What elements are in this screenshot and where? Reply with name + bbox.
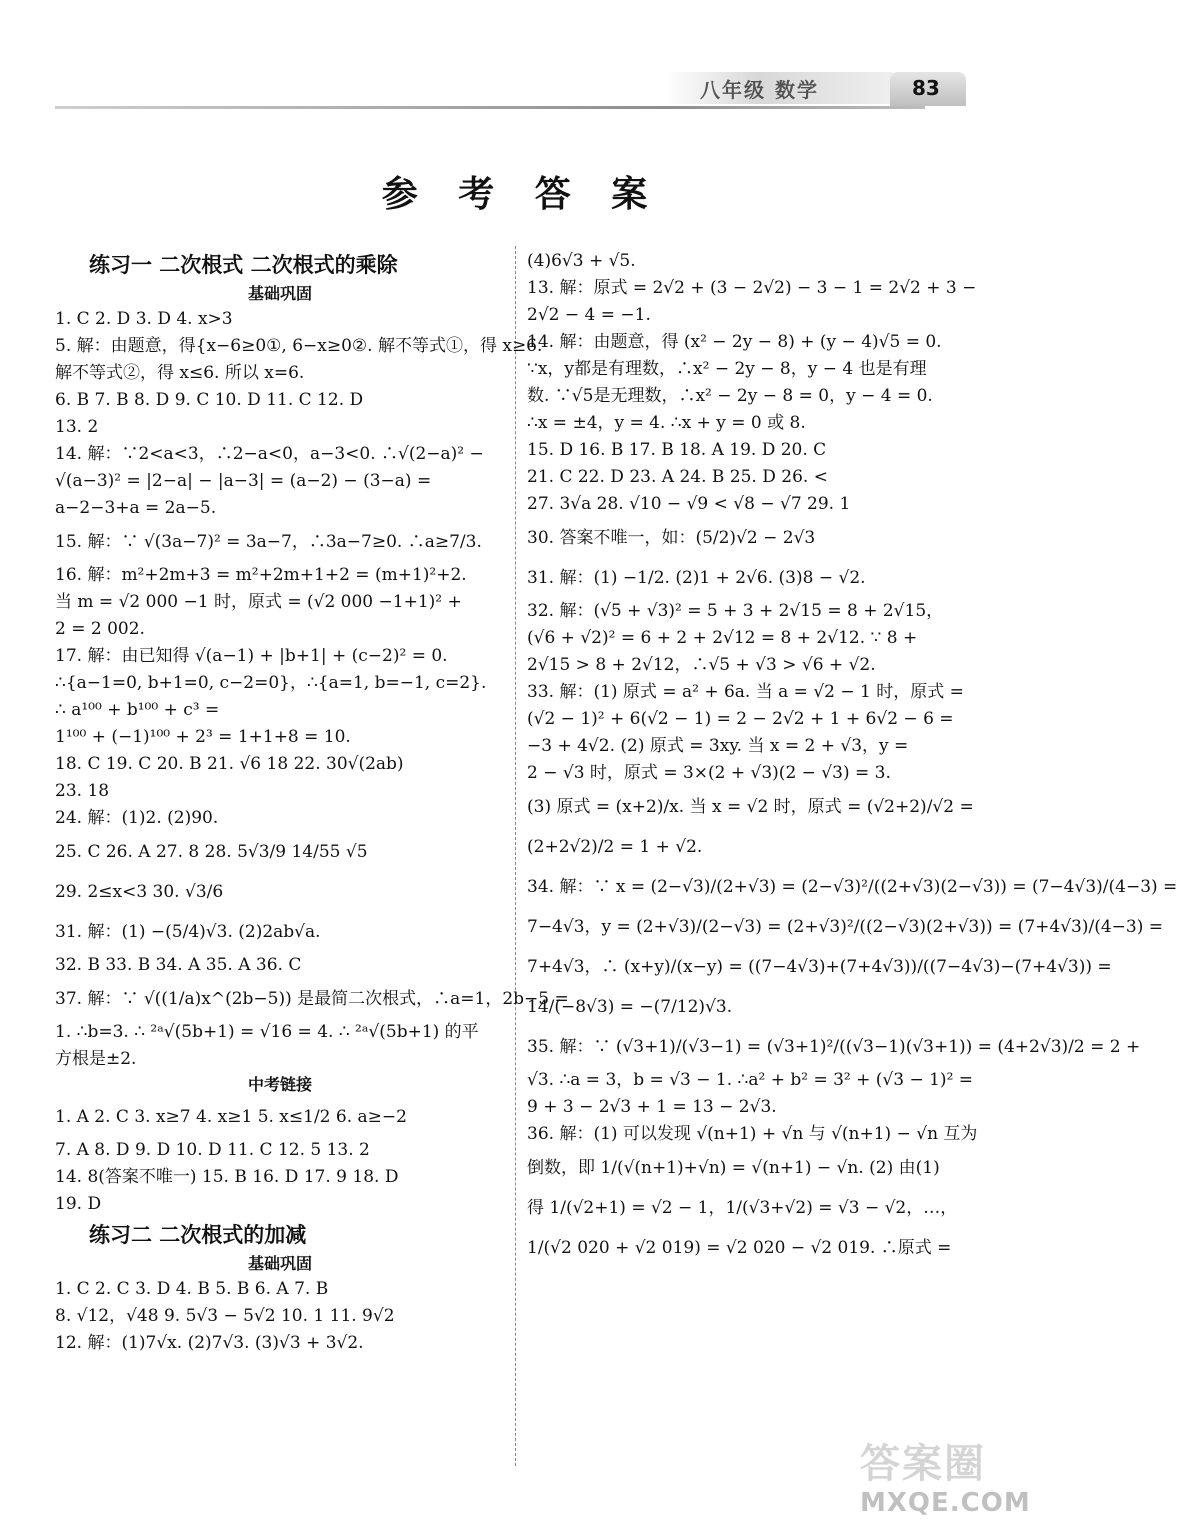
- answer-line: 8. √12，√48 9. 5√3 − 5√2 10. 1 11. 9√2: [55, 1306, 395, 1326]
- answer-line: 13. 2: [55, 417, 99, 437]
- answer-line: (2+2√2)/2 = 1 + √2.: [527, 837, 703, 857]
- answer-line: 27. 3√a 28. √10 − √9 < √8 − √7 29. 1: [527, 494, 851, 514]
- answer-line: 25. C 26. A 27. 8 28. 5√3/9 14/55 √5: [55, 842, 368, 862]
- answer-line: 2 − √3 时，原式 = 3×(2 + √3)(2 − √3) = 3.: [527, 763, 891, 783]
- answer-line: 1. A 2. C 3. x≥7 4. x≥1 5. x≤1/2 6. a≥−2: [55, 1107, 407, 1127]
- answer-line: 33. 解：(1) 原式 = a² + 6a. 当 a = √2 − 1 时，原式 =: [527, 682, 964, 702]
- answer-line: 6. B 7. B 8. D 9. C 10. D 11. C 12. D: [55, 390, 364, 410]
- section-title: 练习一 二次根式 二次根式的乘除: [89, 253, 398, 277]
- answer-line: (√2 − 1)² + 6(√2 − 1) = 2 − 2√2 + 1 + 6√2 − 6 =: [527, 709, 954, 729]
- subsection-title: 基础巩固: [247, 284, 312, 303]
- answer-line: 35. 解：∵ (√3+1)/(√3−1) = (√3+1)²/((√3−1)(√3+1)) = (4+2√3)/2 = 2 +: [527, 1037, 1141, 1057]
- answer-line: 1. C 2. D 3. D 4. x>3: [55, 309, 233, 329]
- watermark-brand: 答案圈: [860, 1441, 986, 1487]
- header-rule: [55, 106, 925, 109]
- answer-line: (3) 原式 = (x+2)/x. 当 x = √2 时，原式 = (√2+2)/√2 =: [527, 797, 974, 817]
- left-answer-column: [55, 248, 569, 1357]
- answer-line: 2 = 2 002.: [55, 619, 145, 639]
- page-number: 83: [912, 76, 940, 100]
- answer-line: 7. A 8. D 9. D 10. D 11. C 12. 5 13. 2: [55, 1140, 370, 1160]
- answer-line: 37. 解：∵ √((1/a)x^(2b−5)) 是最简二次根式，∴a=1，2b−5 =: [55, 989, 569, 1009]
- answer-line: 12. 解：(1)7√x. (2)7√3. (3)√3 + 3√2.: [55, 1333, 364, 1353]
- answer-line: 32. B 33. B 34. A 35. A 36. C: [55, 955, 302, 975]
- answer-line: ∵x，y都是有理数，∴x² − 2y − 8，y − 4 也是有理: [527, 359, 927, 379]
- answer-line: 32. 解：(√5 + √3)² = 5 + 3 + 2√15 = 8 + 2√15，: [527, 601, 944, 621]
- answer-line: 15. 解：∵ √(3a−7)² = 3a−7，∴3a−7≥0. ∴a≥7/3.: [55, 532, 482, 552]
- answer-line: 31. 解：(1) −1/2. (2)1 + 2√6. (3)8 − √2.: [527, 568, 866, 588]
- answer-line: 31. 解：(1) −(5/4)√3. (2)2ab√a.: [55, 922, 321, 942]
- answer-line: 解不等式②，得 x≤6. 所以 x=6.: [55, 363, 305, 383]
- answer-line: 13. 解：原式 = 2√2 + (3 − 2√2) − 3 − 1 = 2√2 + 3 −: [527, 278, 977, 298]
- answer-line: 1¹⁰⁰ + (−1)¹⁰⁰ + 2³ = 1+1+8 = 10.: [55, 727, 351, 747]
- answer-line: 34. 解：∵ x = (2−√3)/(2+√3) = (2−√3)²/((2+√3)(2−√3)) = (7−4√3)/(4−3) =: [527, 877, 1177, 897]
- answer-line: ∴ a¹⁰⁰ + b¹⁰⁰ + c³ =: [55, 700, 220, 720]
- answer-line: (√6 + √2)² = 6 + 2 + 2√12 = 8 + 2√12. ∵ 8 +: [527, 628, 918, 648]
- answer-line: 14. 解：由题意，得 (x² − 2y − 8) + (y − 4)√5 = 0.: [527, 332, 942, 352]
- answer-line: 7−4√3，y = (2+√3)/(2−√3) = (2+√3)²/((2−√3)(2+√3)) = (7+4√3)/(4−3) =: [527, 917, 1163, 937]
- page-title: 参 考 答 案: [381, 173, 662, 215]
- answer-line: 7+4√3，∴ (x+y)/(x−y) = ((7−4√3)+(7+4√3))/((7−4√3)−(7+4√3)) =: [527, 957, 1112, 977]
- answer-line: (4)6√3 + √5.: [527, 251, 636, 271]
- answer-line: 得 1/(√2+1) = √2 − 1，1/(√3+√2) = √3 − √2，…，: [527, 1198, 958, 1218]
- right-answer-column: [527, 248, 1177, 1268]
- answer-line: 15. D 16. B 17. B 18. A 19. D 20. C: [527, 440, 827, 460]
- answer-line: 5. 解：由题意，得{x−6≥0①, 6−x≥0②. 解不等式①，得 x≥6.: [55, 336, 543, 356]
- answer-line: 方根是±2.: [55, 1049, 137, 1069]
- answer-line: 17. 解：由已知得 √(a−1) + |b+1| + (c−2)² = 0.: [55, 646, 448, 666]
- subsection-title: 基础巩固: [247, 1254, 312, 1273]
- answer-line: 14/(−8√3) = −(7/12)√3.: [527, 997, 733, 1017]
- section-title: 练习二 二次根式的加减: [89, 1223, 307, 1247]
- answer-line: 23. 18: [55, 781, 110, 801]
- column-divider: [515, 246, 516, 1466]
- answer-line: 倒数，即 1/(√(n+1)+√n) = √(n+1) − √n. (2) 由(1): [527, 1158, 940, 1178]
- answer-line: ∴{a−1=0, b+1=0, c−2=0}，∴{a=1, b=−1, c=2}.: [55, 673, 487, 693]
- answer-line: √3. ∴a = 3，b = √3 − 1. ∴a² + b² = 3² + (√3 − 1)² =: [527, 1070, 974, 1090]
- header-grade-label: 八年级 数学: [700, 78, 819, 102]
- answer-line: 数. ∵√5是无理数，∴x² − 2y − 8 = 0，y − 4 = 0.: [527, 386, 933, 406]
- answer-line: 1. C 2. C 3. D 4. B 5. B 6. A 7. B: [55, 1279, 329, 1299]
- answer-line: √(a−3)² = |2−a| − |a−3| = (a−2) − (3−a) =: [55, 471, 432, 491]
- answer-line: 1/(√2 020 + √2 019) = √2 020 − √2 019. ∴原式 =: [527, 1238, 952, 1258]
- answer-line: 30. 答案不唯一，如：(5/2)√2 − 2√3: [527, 528, 816, 548]
- answer-line: 9 + 3 − 2√3 + 1 = 13 − 2√3.: [527, 1097, 777, 1117]
- answer-line: 19. D: [55, 1194, 102, 1214]
- subsection-title: 中考链接: [247, 1075, 312, 1094]
- answer-line: 14. 解：∵2<a<3，∴2−a<0，a−3<0. ∴√(2−a)² −: [55, 444, 484, 464]
- answer-line: 36. 解：(1) 可以发现 √(n+1) + √n 与 √(n+1) − √n 互为: [527, 1124, 978, 1144]
- answer-line: 21. C 22. D 23. A 24. B 25. D 26. <: [527, 467, 828, 487]
- watermark-site: MXQE.COM: [860, 1488, 1031, 1518]
- answer-line: −3 + 4√2. (2) 原式 = 3xy. 当 x = 2 + √3，y =: [527, 736, 909, 756]
- answer-line: 2√2 − 4 = −1.: [527, 305, 651, 325]
- answer-line: 当 m = √2 000 −1 时，原式 = (√2 000 −1+1)² +: [55, 592, 462, 612]
- answer-line: 29. 2≤x<3 30. √3/6: [55, 882, 224, 902]
- answer-line: 2√15 > 8 + 2√12，∴√5 + √3 > √6 + √2.: [527, 655, 876, 675]
- answer-line: 16. 解：m²+2m+3 = m²+2m+1+2 = (m+1)²+2.: [55, 565, 467, 585]
- answer-line: 18. C 19. C 20. B 21. √6 18 22. 30√(2ab): [55, 754, 404, 774]
- answer-line: 24. 解：(1)2. (2)90.: [55, 808, 219, 828]
- watermark: [860, 1440, 1030, 1530]
- answer-line: a−2−3+a = 2a−5.: [55, 498, 217, 518]
- answer-line: 1. ∴b=3. ∴ ²ᵃ√(5b+1) = √16 = 4. ∴ ²ᵃ√(5b+1) 的平: [55, 1022, 479, 1042]
- answer-line: 14. 8(答案不唯一) 15. B 16. D 17. 9 18. D: [55, 1167, 399, 1187]
- answer-line: ∴x = ±4，y = 4. ∴x + y = 0 或 8.: [527, 413, 806, 433]
